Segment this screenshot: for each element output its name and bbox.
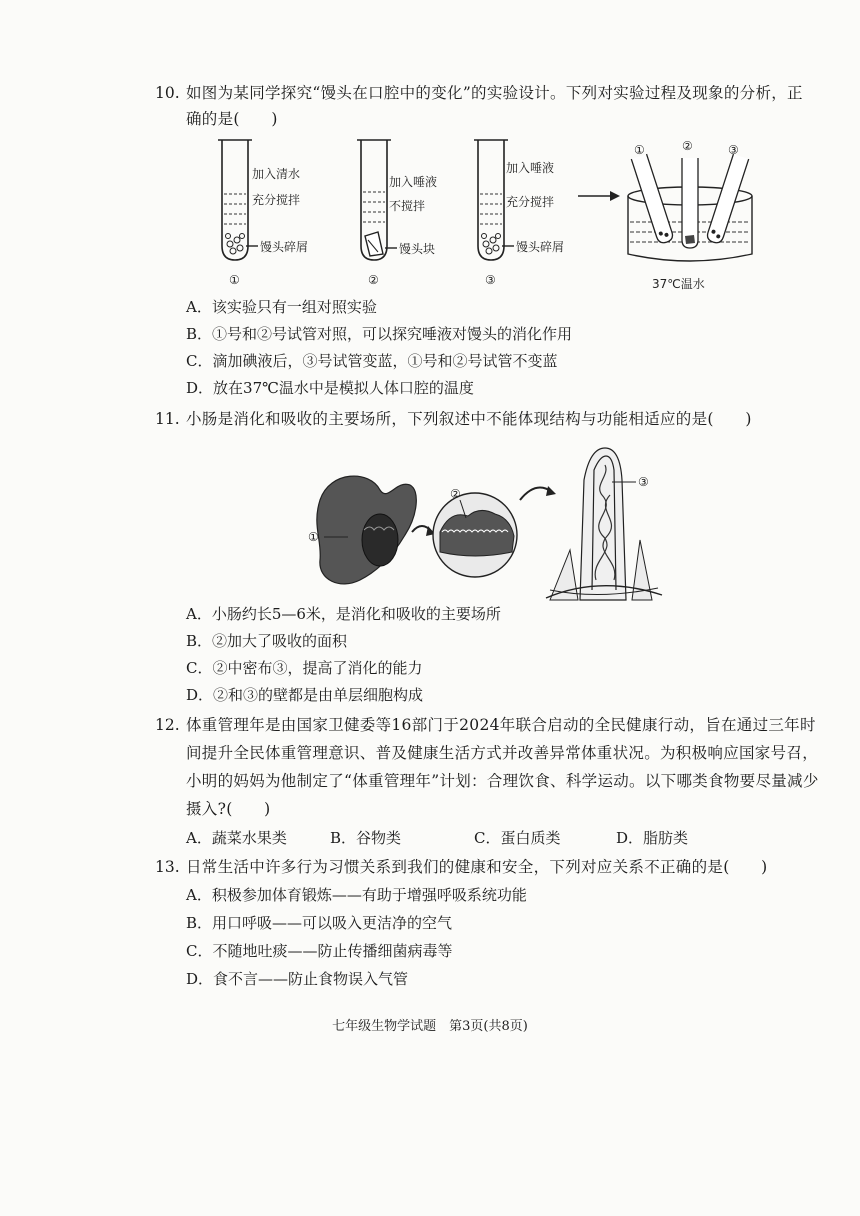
tube2-note2: 不搅拌 bbox=[389, 199, 426, 213]
tube2-number: ② bbox=[368, 273, 379, 287]
q10-option-b: B．①号和②号试管对照，可以探究唾液对馒头的消化作用 bbox=[186, 325, 573, 343]
beaker-tube-number-2: ② bbox=[682, 139, 693, 153]
q10-stem-line1: 如图为某同学探究“馒头在口腔中的变化”的实验设计。下列对实验过程及现象的分析，正 bbox=[186, 84, 803, 102]
villus bbox=[546, 448, 662, 600]
q10-experiment-figure bbox=[200, 136, 780, 296]
q10-option-a: A．该实验只有一组对照实验 bbox=[186, 298, 377, 316]
q13-option-c: C．不随地吐痰——防止传播细菌病毒等 bbox=[186, 942, 453, 960]
q12-stem-line1: 体重管理年是由国家卫健委等16部门于2024年联合启动的全民健康行动，旨在通过三年时 bbox=[186, 716, 816, 734]
q10-option-c: C．滴加碘液后，③号试管变蓝，①号和②号试管不变蓝 bbox=[186, 352, 558, 370]
q11-small-intestine-figure bbox=[300, 440, 680, 602]
tube2-pointer-label: 馒头块 bbox=[399, 242, 436, 256]
tube3-note1: 加入唾液 bbox=[506, 161, 555, 175]
q12-option-b: B．谷物类 bbox=[330, 829, 402, 847]
q11-stem-line1: 小肠是消化和吸收的主要场所，下列叙述中不能体现结构与功能相适应的是( ) bbox=[186, 410, 752, 428]
tube-1 bbox=[218, 140, 308, 287]
label-1: ① bbox=[308, 530, 319, 544]
q11-number: 11. bbox=[155, 410, 180, 428]
q12-stem-line3: 小明的妈妈为他制定了“体重管理年”计划：合理饮食、科学运动。以下哪类食物要尽量减少 bbox=[186, 772, 819, 790]
tube-2 bbox=[357, 140, 437, 287]
tube2-note1: 加入唾液 bbox=[389, 175, 438, 189]
q13-option-b: B．用口呼吸——可以吸入更洁净的空气 bbox=[186, 914, 453, 932]
q12-number: 12. bbox=[155, 716, 180, 734]
beaker-tube-number-1: ① bbox=[634, 143, 645, 157]
tube3-pointer-label: 馒头碎屑 bbox=[516, 240, 565, 254]
tube1-note1: 加入清水 bbox=[252, 167, 301, 181]
label-2: ② bbox=[450, 487, 461, 501]
tube1-pointer-label: 馒头碎屑 bbox=[260, 240, 309, 254]
magnified-fold bbox=[433, 487, 517, 577]
q13-stem-line1: 日常生活中许多行为习惯关系到我们的健康和安全，下列对应关系不正确的是( ) bbox=[186, 858, 768, 876]
q12-stem-line2: 间提升全民体重管理意识、普及健康生活方式并改善异常体重状况。为积极响应国家号召， bbox=[186, 744, 819, 762]
q10-option-d: D．放在37℃温水中是模拟人体口腔的温度 bbox=[186, 379, 474, 397]
label-3: ③ bbox=[638, 475, 649, 489]
q11-option-b: B．②加大了吸收的面积 bbox=[186, 632, 348, 650]
q12-option-a: A．蔬菜水果类 bbox=[186, 829, 287, 847]
q11-option-c: C．②中密布③，提高了消化的能力 bbox=[186, 659, 423, 677]
beaker-label: 37℃温水 bbox=[652, 277, 705, 291]
intestine-segment bbox=[308, 476, 416, 584]
q13-option-a: A．积极参加体育锻炼——有助于增强呼吸系统功能 bbox=[186, 886, 527, 904]
arrow bbox=[578, 191, 620, 201]
tube1-note2: 充分搅拌 bbox=[252, 193, 301, 207]
q13-option-d: D．食不言——防止食物误入气管 bbox=[186, 970, 409, 988]
page-footer: 七年级生物学试题 第3页(共8页) bbox=[332, 1019, 528, 1034]
tube1-number: ① bbox=[229, 273, 240, 287]
q12-option-c: C．蛋白质类 bbox=[474, 829, 561, 847]
q10-number: 10. bbox=[155, 84, 180, 102]
q12-option-d: D．脂肪类 bbox=[616, 829, 689, 847]
q11-option-d: D．②和③的壁都是由单层细胞构成 bbox=[186, 686, 424, 704]
water-bath-beaker bbox=[628, 139, 752, 291]
tube3-note2: 充分搅拌 bbox=[506, 195, 555, 209]
q10-stem-line2: 确的是( ) bbox=[186, 110, 278, 128]
beaker-tube-number-3: ③ bbox=[728, 143, 739, 157]
tube-3 bbox=[474, 140, 564, 287]
q12-stem-line4: 摄入?( ) bbox=[186, 800, 271, 818]
tube3-number: ③ bbox=[485, 273, 496, 287]
q13-number: 13. bbox=[155, 858, 180, 876]
q11-option-a: A．小肠约长5—6米，是消化和吸收的主要场所 bbox=[186, 605, 501, 623]
